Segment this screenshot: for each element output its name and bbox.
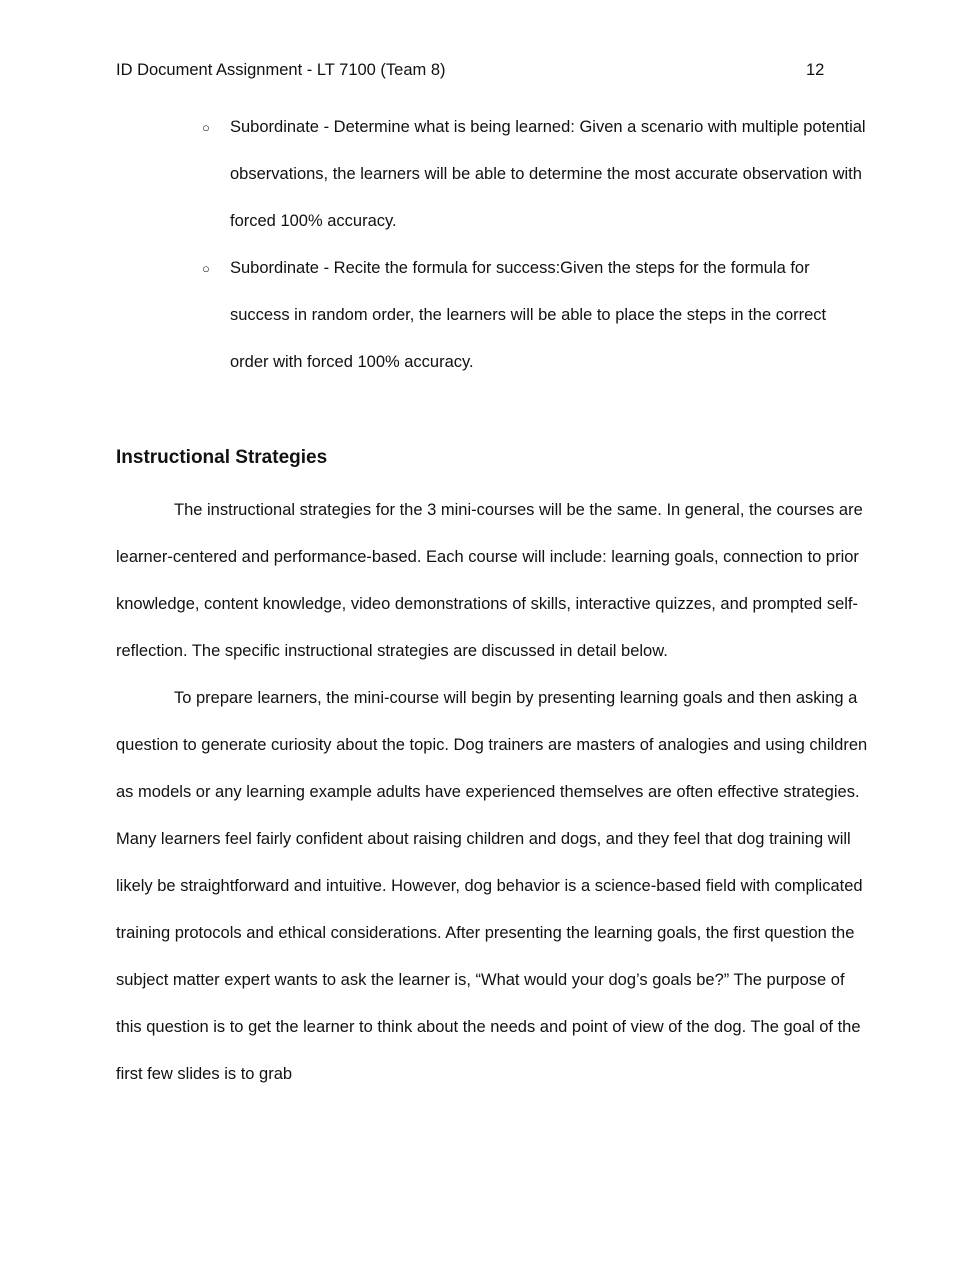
hollow-circle-bullet-icon: ○	[202, 120, 210, 135]
body-paragraph: The instructional strategies for the 3 mini-courses will be the same. In general, the courses are learner-centered and performance-based. Each course will include: learning goals, connection to prior knowledge, content knowledge, video demonstrations of skills, interactive quizzes, and prompted self-reflection. The specific instructional strategies are discussed in detail below.	[116, 501, 863, 660]
objective-bullet-list	[116, 104, 868, 386]
body-paragraph: To prepare learners, the mini-course will begin by presenting learning goals and then asking a question to generate curiosity about the topic. Dog trainers are masters of analogies and using children as models or any learning example adults have experienced themselves are often effective strategies. Many learners feel fairly confident about raising children and dogs, and they feel that dog training will likely be straightforward and intuitive. However, dog behavior is a science-based field with complicated training protocols and ethical considerations. After presenting the learning goals, the first question the subject matter expert wants to ask the learner is, “What would your dog’s goals be?” The purpose of this question is to get the learner to think about the needs and point of view of the dog. The goal of the first few slides is to grab	[116, 689, 868, 1083]
list-item	[116, 245, 868, 386]
running-header-title: ID Document Assignment - LT 7100 (Team 8)	[116, 61, 446, 79]
bullet-text: Subordinate - Recite the formula for success:Given the steps for the formula for success in random order, the learners will be able to place the steps in the correct order with forced 100% accuracy.	[230, 259, 827, 371]
section-heading: Instructional Strategies	[116, 447, 328, 468]
list-item	[116, 104, 868, 245]
page-number: 12	[806, 61, 825, 79]
bullet-text: Subordinate - Determine what is being learned: Given a scenario with multiple potential observations, the learners will be able to determine the most accurate observation with forced 100% accuracy.	[230, 118, 866, 230]
hollow-circle-bullet-icon: ○	[202, 261, 210, 276]
section-body	[116, 487, 868, 1098]
